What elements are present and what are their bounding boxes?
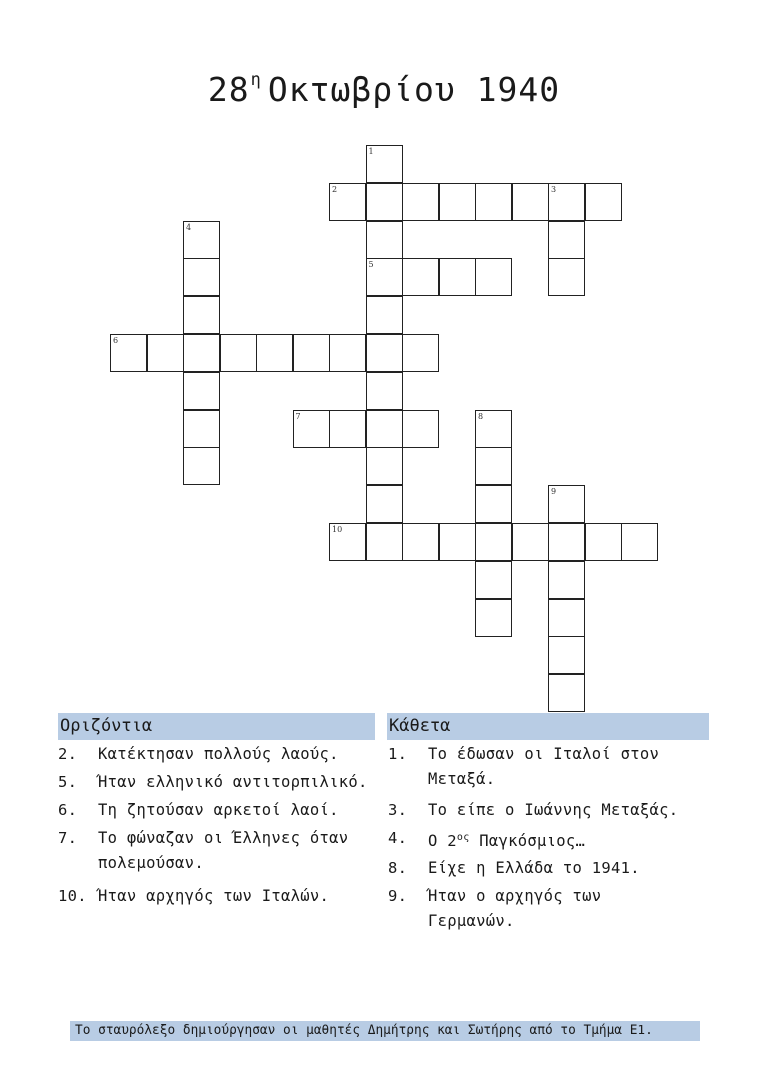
crossword-cell[interactable]: [475, 485, 512, 523]
crossword-cell[interactable]: [548, 674, 585, 712]
cell-number: 1: [368, 147, 374, 156]
crossword-cell[interactable]: [475, 258, 512, 296]
crossword-cell[interactable]: [366, 372, 403, 410]
cell-number: 9: [551, 487, 557, 497]
crossword-cell[interactable]: [548, 523, 585, 561]
cell-number: 6: [113, 336, 119, 345]
crossword-cell[interactable]: [366, 183, 403, 221]
crossword-cell[interactable]: [548, 636, 585, 674]
crossword-cell[interactable]: [366, 258, 403, 296]
cell-number: 5: [368, 260, 374, 270]
crossword-cell[interactable]: [548, 599, 585, 637]
cell-number: 10: [332, 525, 343, 534]
down-clue-1: 1. Το έδωσαν οι Ιταλοί στον Μεταξά.: [388, 745, 660, 788]
crossword-cell[interactable]: [110, 334, 147, 372]
crossword-cell[interactable]: [585, 183, 622, 221]
crossword-cell[interactable]: [183, 221, 220, 259]
crossword-cell[interactable]: [147, 334, 184, 372]
crossword-cell[interactable]: [475, 599, 512, 637]
crossword-cell[interactable]: [548, 183, 585, 221]
crossword-cell[interactable]: [475, 183, 512, 221]
across-heading: Οριζόντια: [58, 713, 375, 740]
crossword-cell[interactable]: [183, 410, 220, 448]
down-heading: Κάθετα: [387, 713, 709, 740]
cell-number: 2: [332, 184, 338, 194]
crossword-cell[interactable]: [402, 410, 439, 448]
across-clue-7: 7. Το φώναζαν οι Έλληνες όταν πολεμούσαν.: [58, 829, 349, 872]
crossword-cell[interactable]: [475, 561, 512, 599]
crossword-cell[interactable]: [183, 258, 220, 296]
crossword-cell[interactable]: [256, 334, 293, 372]
crossword-cell[interactable]: [329, 334, 366, 372]
crossword-cell[interactable]: [402, 183, 439, 221]
crossword-cell[interactable]: [402, 334, 439, 372]
crossword-cell[interactable]: [512, 523, 549, 561]
crossword-cell[interactable]: [621, 523, 658, 561]
crossword-cell[interactable]: [366, 523, 403, 561]
crossword-cell[interactable]: [329, 410, 366, 448]
crossword-cell[interactable]: [366, 447, 403, 485]
crossword-cell[interactable]: [475, 410, 512, 448]
crossword-cell[interactable]: [402, 258, 439, 296]
crossword-cell[interactable]: [183, 334, 220, 372]
crossword-cell[interactable]: [366, 334, 403, 372]
crossword-cell[interactable]: [220, 334, 257, 372]
crossword-cell[interactable]: [585, 523, 622, 561]
crossword-cell[interactable]: [512, 183, 549, 221]
crossword-cell[interactable]: [402, 523, 439, 561]
crossword-cell[interactable]: [366, 296, 403, 334]
crossword-cell[interactable]: [548, 258, 585, 296]
cell-number: 8: [478, 411, 484, 421]
crossword-cell[interactable]: [329, 183, 366, 221]
crossword-cell[interactable]: [366, 221, 403, 259]
crossword-cell[interactable]: [366, 410, 403, 448]
crossword-cell[interactable]: [183, 447, 220, 485]
crossword-cell[interactable]: [293, 410, 330, 448]
crossword-cell[interactable]: [329, 523, 366, 561]
cell-number: 7: [295, 411, 301, 421]
crossword-cell[interactable]: [439, 183, 476, 221]
credits-footer: Το σταυρόλεξο δημιούργησαν οι μαθητές Δημήτρης και Σωτήρης από το Τμήμα Ε1.: [70, 1021, 700, 1041]
crossword-cell[interactable]: [475, 523, 512, 561]
cell-number: 4: [186, 222, 192, 232]
crossword-cell[interactable]: [366, 145, 403, 183]
crossword-cell[interactable]: [548, 221, 585, 259]
crossword-cell[interactable]: [293, 334, 330, 372]
page-title: $28^\eta$ Οκτωβρίου 1940: [207, 70, 561, 109]
crossword-cell[interactable]: [475, 447, 512, 485]
crossword-cell[interactable]: [439, 523, 476, 561]
crossword-cell[interactable]: [548, 561, 585, 599]
crossword-cell[interactable]: [548, 485, 585, 523]
crossword-cell[interactable]: [439, 258, 476, 296]
cell-number: 3: [551, 184, 557, 194]
crossword-cell[interactable]: [183, 296, 220, 334]
crossword-cell[interactable]: [366, 485, 403, 523]
crossword-cell[interactable]: [183, 372, 220, 410]
down-clue-9: 9. Ήταν ο αρχηγός των Γερμανών.: [388, 887, 602, 930]
